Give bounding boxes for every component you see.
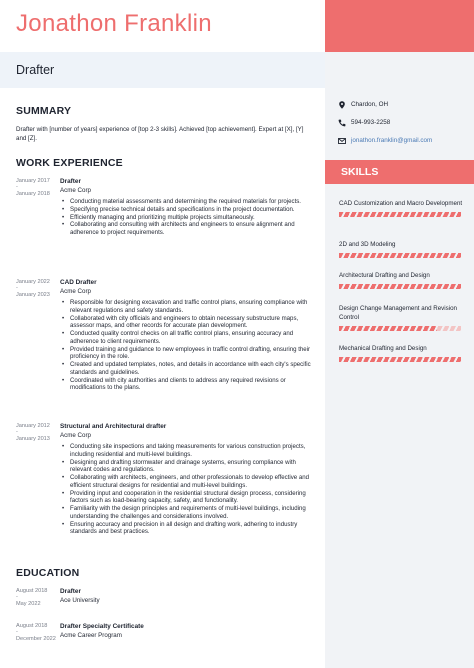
skill-meter	[339, 212, 461, 217]
job-bullet: • Conducting material assessments and determining the required materials for projects.	[60, 198, 312, 206]
skill-item	[339, 240, 467, 258]
contact-phone-text: 594-993-2258	[351, 119, 391, 126]
education-degree: Drafter	[60, 588, 81, 595]
job-bullets	[60, 443, 312, 536]
job-bullets	[60, 299, 312, 392]
summary-section	[16, 105, 312, 143]
job-title: Drafter	[16, 63, 55, 77]
skill-item	[339, 304, 467, 331]
contact-location-text: Chardon, OH	[351, 101, 389, 108]
job-role: Drafter	[60, 178, 81, 185]
education-dates: August 2018 - May 2022	[16, 588, 48, 607]
candidate-name: Jonathon Franklin	[16, 10, 212, 37]
job-bullet: • Providing input and cooperation in the residential structural design process, considering factors such as load-bearing capacity, safety, and functionality.	[60, 490, 312, 506]
job-end-date: January 2018	[16, 191, 50, 197]
job-company: Acme Corp	[60, 288, 91, 295]
education-heading: EDUCATION	[16, 567, 80, 579]
job-bullet: • Familiarity with the design principles and requirements of multi-level buildings, including understanding the challenges and considerations involved.	[60, 505, 312, 521]
header-accent-block	[325, 0, 474, 52]
phone-icon	[338, 119, 346, 127]
job-bullet: • Collaborated with city officials and engineers to obtain necessary substructure maps, assessor maps, and other records for accurate plan development.	[60, 315, 312, 331]
skill-name: 2D and 3D Modeling	[339, 241, 396, 248]
education-dates: August 2018 - December 2022	[16, 623, 56, 642]
job-bullet: • Collaborating with architects, engineers, and other professionals to develop effective and efficient structural designs for residential and multi-level buildings.	[60, 474, 312, 490]
skills-heading: SKILLS	[341, 166, 379, 178]
job-role: Structural and Architectural drafter	[60, 423, 167, 430]
envelope-icon	[338, 137, 346, 145]
job-bullet: • Efficiently managing and prioritizing multiple projects simultaneously.	[60, 214, 312, 222]
summary-heading: SUMMARY	[16, 105, 72, 117]
job-start-date: January 2012	[16, 423, 50, 429]
education-school: Ace University	[60, 597, 100, 604]
education-school: Acme Career Program	[60, 632, 122, 639]
education-end-date: December 2022	[16, 636, 56, 642]
education-start-date: August 2018	[16, 588, 48, 594]
job-dates: January 2017 - January 2018	[16, 178, 50, 197]
job-bullet: • Coordinated with city authorities and clients to address any required revisions or modifications to the plans.	[60, 377, 312, 393]
job-end-date: January 2013	[16, 436, 50, 442]
education-end-date: May 2022	[16, 601, 41, 607]
job-start-date: January 2022	[16, 279, 50, 285]
skill-item	[339, 199, 467, 217]
education-degree: Drafter Specialty Certificate	[60, 623, 144, 630]
job-end-date: January 2023	[16, 292, 50, 298]
job-dates: January 2022 - January 2023	[16, 279, 50, 298]
skill-name: Mechanical Drafting and Design	[339, 345, 427, 352]
work-experience-heading: WORK EXPERIENCE	[16, 157, 123, 169]
education-start-date: August 2018	[16, 623, 48, 629]
job-bullet: • Responsible for designing excavation and traffic control plans, ensuring compliance with relevant regulations and safety standards.	[60, 299, 312, 315]
skill-name: Architectural Drafting and Design	[339, 272, 430, 279]
job-bullet: • Conducted quality control checks on all traffic control plans, ensuring accuracy and adherence to client requirements.	[60, 330, 312, 346]
map-pin-icon	[338, 101, 346, 109]
job-bullet: • Collaborating and consulting with architects and engineers to ensure alignment and adherence to project requirements.	[60, 221, 312, 237]
job-bullet: • Created and updated templates, notes, and details in accordance with each city's specific standards and guidelines.	[60, 361, 312, 377]
skill-meter	[339, 253, 461, 258]
job-start-date: January 2017	[16, 178, 50, 184]
job-bullet: • Ensuring accuracy and precision in all design and drafting work, adhering to industry standards and best practices.	[60, 521, 312, 537]
job-bullet: • Specifying precise technical details and specifications in the project documentation.	[60, 206, 312, 214]
job-company: Acme Corp	[60, 432, 91, 439]
skill-meter	[339, 284, 461, 289]
skill-name: CAD Customization and Macro Development	[339, 200, 463, 207]
job-bullet: • Provided training and guidance to new employees in traffic control drafting, ensuring their proficiency in the role.	[60, 346, 312, 362]
job-bullet: • Conducting site inspections and taking measurements for various construction projects, including residential and multi-level buildings.	[60, 443, 312, 459]
summary-text: Drafter with [number of years] experience of [top 2-3 skills]. Achieved [top achievement]. Expert at [X], [Y] and [Z].	[16, 126, 304, 142]
job-role: CAD Drafter	[60, 279, 97, 286]
job-dates: January 2012 - January 2013	[16, 423, 50, 442]
job-bullet: • Designing and drafting stormwater and drainage systems, ensuring compliance with relevant codes and regulations.	[60, 459, 312, 475]
job-company: Acme Corp	[60, 187, 91, 194]
skill-meter	[339, 357, 461, 362]
skill-item	[339, 344, 467, 362]
job-bullets	[60, 198, 312, 237]
contact-email-link[interactable]: jonathon.franklin@gmail.com	[351, 137, 433, 144]
skill-name: Design Change Management and Revision Control	[339, 305, 457, 321]
skill-item	[339, 271, 467, 289]
skill-meter	[339, 326, 461, 331]
